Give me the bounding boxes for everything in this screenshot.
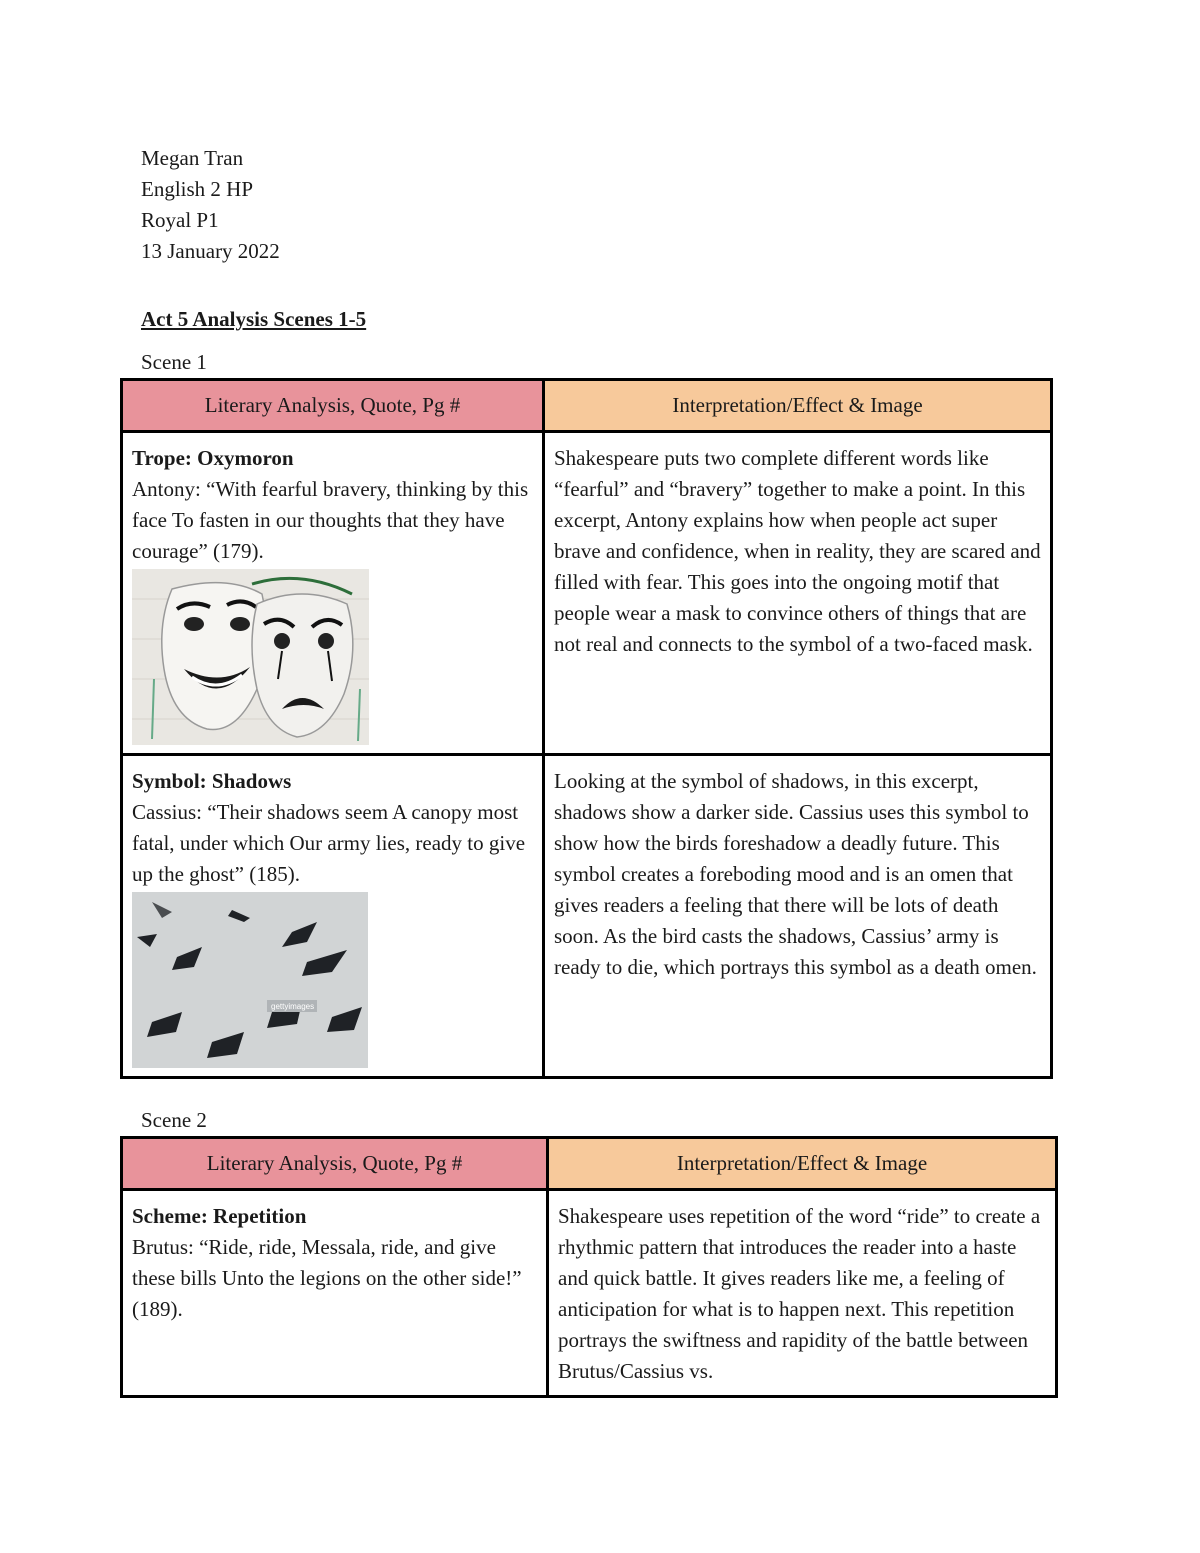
column-header-interpretation: Interpretation/Effect & Image — [544, 380, 1052, 432]
analysis-cell — [122, 1190, 548, 1397]
assignment-date: 13 January 2022 — [141, 239, 280, 263]
course-name: English 2 HP — [141, 177, 254, 201]
analysis-cell — [122, 755, 544, 1078]
table-header-row — [122, 1138, 1057, 1190]
scene-1-table — [120, 378, 1053, 1079]
table-row — [122, 1190, 1057, 1397]
student-name: Megan Tran — [141, 146, 244, 170]
device-label: Scheme: Repetition — [132, 1204, 307, 1228]
quote-text: Cassius: “Their shadows seem A canopy most fatal, under which Our army lies, ready to give up the ghost” (185). — [132, 800, 526, 886]
class-period: Royal P1 — [141, 208, 219, 232]
scene-2-table — [120, 1136, 1058, 1398]
table-header-row — [122, 380, 1052, 432]
interpretation-cell: Shakespeare uses repetition of the word “ride” to create a rhythmic pattern that introduces the reader into a haste and quick battle. It gives readers like me, a feeling of anticipation for what is to happen next. This repetition portrays the swiftness and rapidity of the battle between Brutus/Cassius vs. — [548, 1190, 1057, 1397]
analysis-cell — [122, 432, 544, 755]
scene-2-label: Scene 2 — [141, 1108, 207, 1132]
device-label: Symbol: Shadows — [132, 769, 292, 793]
bird-shadows-image — [132, 892, 368, 1068]
table-row — [122, 755, 1052, 1078]
column-header-interpretation: Interpretation/Effect & Image — [548, 1138, 1057, 1190]
interpretation-cell: Looking at the symbol of shadows, in this excerpt, shadows show a darker side. Cassius uses this symbol to show how the birds foreshadow a deadly future. This symbol creates a foreboding mood and is an omen that gives readers a feeling that there will be lots of death soon. As the bird casts the shadows, Cassius’ army is ready to die, which portrays this symbol as a death omen. — [544, 755, 1052, 1078]
interpretation-cell: Shakespeare puts two complete different words like “fearful” and “bravery” together to make a point. In this excerpt, Antony explains how when people act super brave and confidence, when in reality, they are scared and filled with fear. This goes into the ongoing motif that people wear a mask to convince others of things that are not real and connects to the symbol of a two-faced mask. — [544, 432, 1052, 755]
table-row — [122, 432, 1052, 755]
two-faced-mask-image — [132, 569, 369, 745]
column-header-analysis: Literary Analysis, Quote, Pg # — [122, 380, 544, 432]
scene-1-label: Scene 1 — [141, 350, 207, 374]
quote-text: Brutus: “Ride, ride, Messala, ride, and give these bills Unto the legions on the other side!” (189). — [132, 1235, 522, 1321]
student-header — [141, 143, 280, 267]
column-header-analysis: Literary Analysis, Quote, Pg # — [122, 1138, 548, 1190]
page-title: Act 5 Analysis Scenes 1-5 — [141, 307, 367, 331]
device-label: Trope: Oxymoron — [132, 446, 294, 470]
svg-text:gettyimages: gettyimages — [271, 1002, 315, 1011]
quote-text: Antony: “With fearful bravery, thinking by this face To fasten in our thoughts that they have courage” (179). — [132, 477, 529, 563]
